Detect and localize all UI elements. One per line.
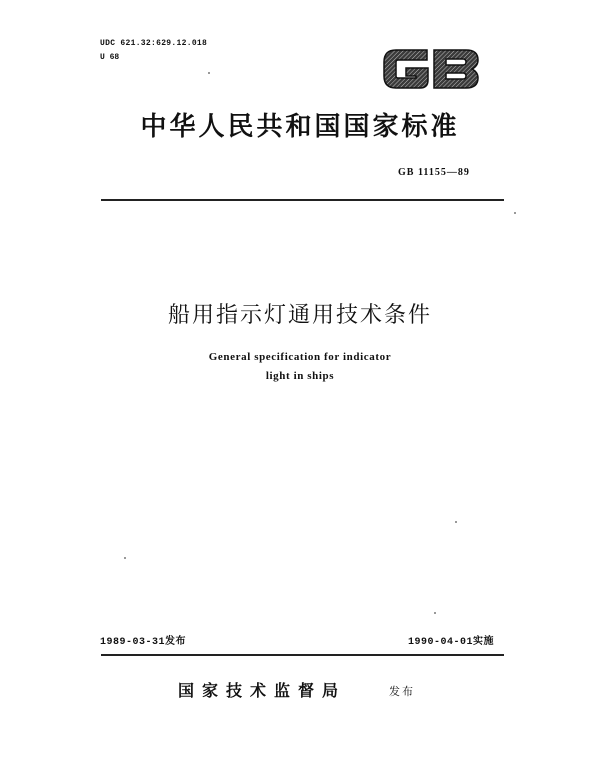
document-title-english-line2: light in ships xyxy=(265,370,335,382)
scan-speck xyxy=(208,72,210,74)
udc-code: UDC 621.32:629.12.018 xyxy=(100,39,208,48)
scan-speck xyxy=(434,612,436,614)
document-title-chinese: 船用指示灯通用技术条件 xyxy=(167,303,432,328)
gb-logo xyxy=(380,44,482,94)
scan-speck xyxy=(124,557,126,559)
footer-divider xyxy=(101,654,504,656)
issue-date: 1989-03-31发布 xyxy=(100,637,187,648)
implementation-date: 1990-04-01实施 xyxy=(408,637,495,648)
publisher-name: 国家技术监督局 xyxy=(178,681,347,700)
scan-speck xyxy=(455,521,457,523)
scan-speck xyxy=(514,212,516,214)
standard-title: 中华人民共和国国家标准 xyxy=(140,112,460,142)
publisher-suffix: 发布 xyxy=(389,685,415,698)
classification-code: U 68 xyxy=(100,53,120,62)
document-title-english-line1: General specification for indicator xyxy=(208,351,392,363)
standard-number: GB 11155—89 xyxy=(398,167,470,178)
header-divider xyxy=(101,199,504,201)
